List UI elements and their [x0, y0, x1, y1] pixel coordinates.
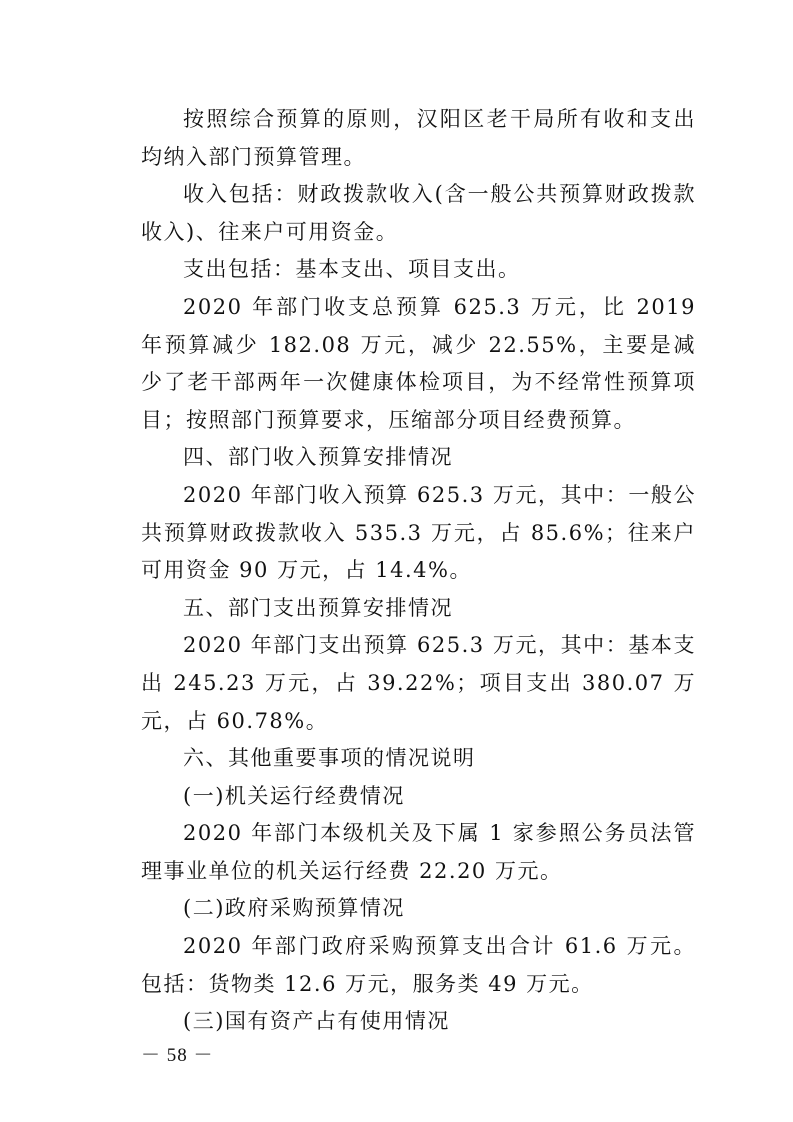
paragraph-expenditure-scope: 支出包括：基本支出、项目支出。 — [183, 257, 521, 282]
subheading-state-assets: (三)国有资产占有使用情况 — [183, 1009, 450, 1034]
heading-income-arrangement: 四、部门收入预算安排情况 — [183, 445, 453, 470]
paragraph-government-procurement: 2020 年部门政府采购预算支出合计 61.6 万元。包括：货物类 12.6 万元，服务类 49 万元。 — [141, 934, 696, 996]
subheading-government-procurement: (二)政府采购预算情况 — [183, 896, 405, 921]
paragraph-income-scope: 收入包括：财政拨款收入(含一般公共预算财政拨款收入)、往来户可用资金。 — [141, 182, 696, 244]
page-number: － 58 － — [141, 1045, 214, 1066]
heading-expenditure-arrangement: 五、部门支出预算安排情况 — [183, 595, 453, 620]
heading-other-matters: 六、其他重要事项的情况说明 — [183, 746, 476, 771]
paragraph-budget-principle: 按照综合预算的原则，汉阳区老干局所有收和支出均纳入部门预算管理。 — [141, 107, 696, 169]
paragraph-expenditure-budget: 2020 年部门支出预算 625.3 万元，其中：基本支出 245.23 万元，占 39.22%；项目支出 380.07 万元，占 60.78%。 — [141, 633, 696, 733]
subheading-operating-costs: (一)机关运行经费情况 — [183, 783, 405, 808]
paragraph-total-budget: 2020 年部门收支总预算 625.3 万元，比 2019 年预算减少 182.08 万元，减少 22.55%，主要是减少了老干部两年一次健康体检项目，为不经常性预算项目；按照部门预算要求，压缩部分项目经费预算。 — [141, 294, 696, 432]
document-body — [141, 101, 696, 1041]
paragraph-operating-costs: 2020 年部门本级机关及下属 1 家参照公务员法管理事业单位的机关运行经费 22.20 万元。 — [141, 821, 696, 883]
paragraph-income-budget: 2020 年部门收入预算 625.3 万元，其中：一般公共预算财政拨款收入 535.3 万元，占 85.6%；往来户可用资金 90 万元，占 14.4%。 — [141, 482, 696, 583]
